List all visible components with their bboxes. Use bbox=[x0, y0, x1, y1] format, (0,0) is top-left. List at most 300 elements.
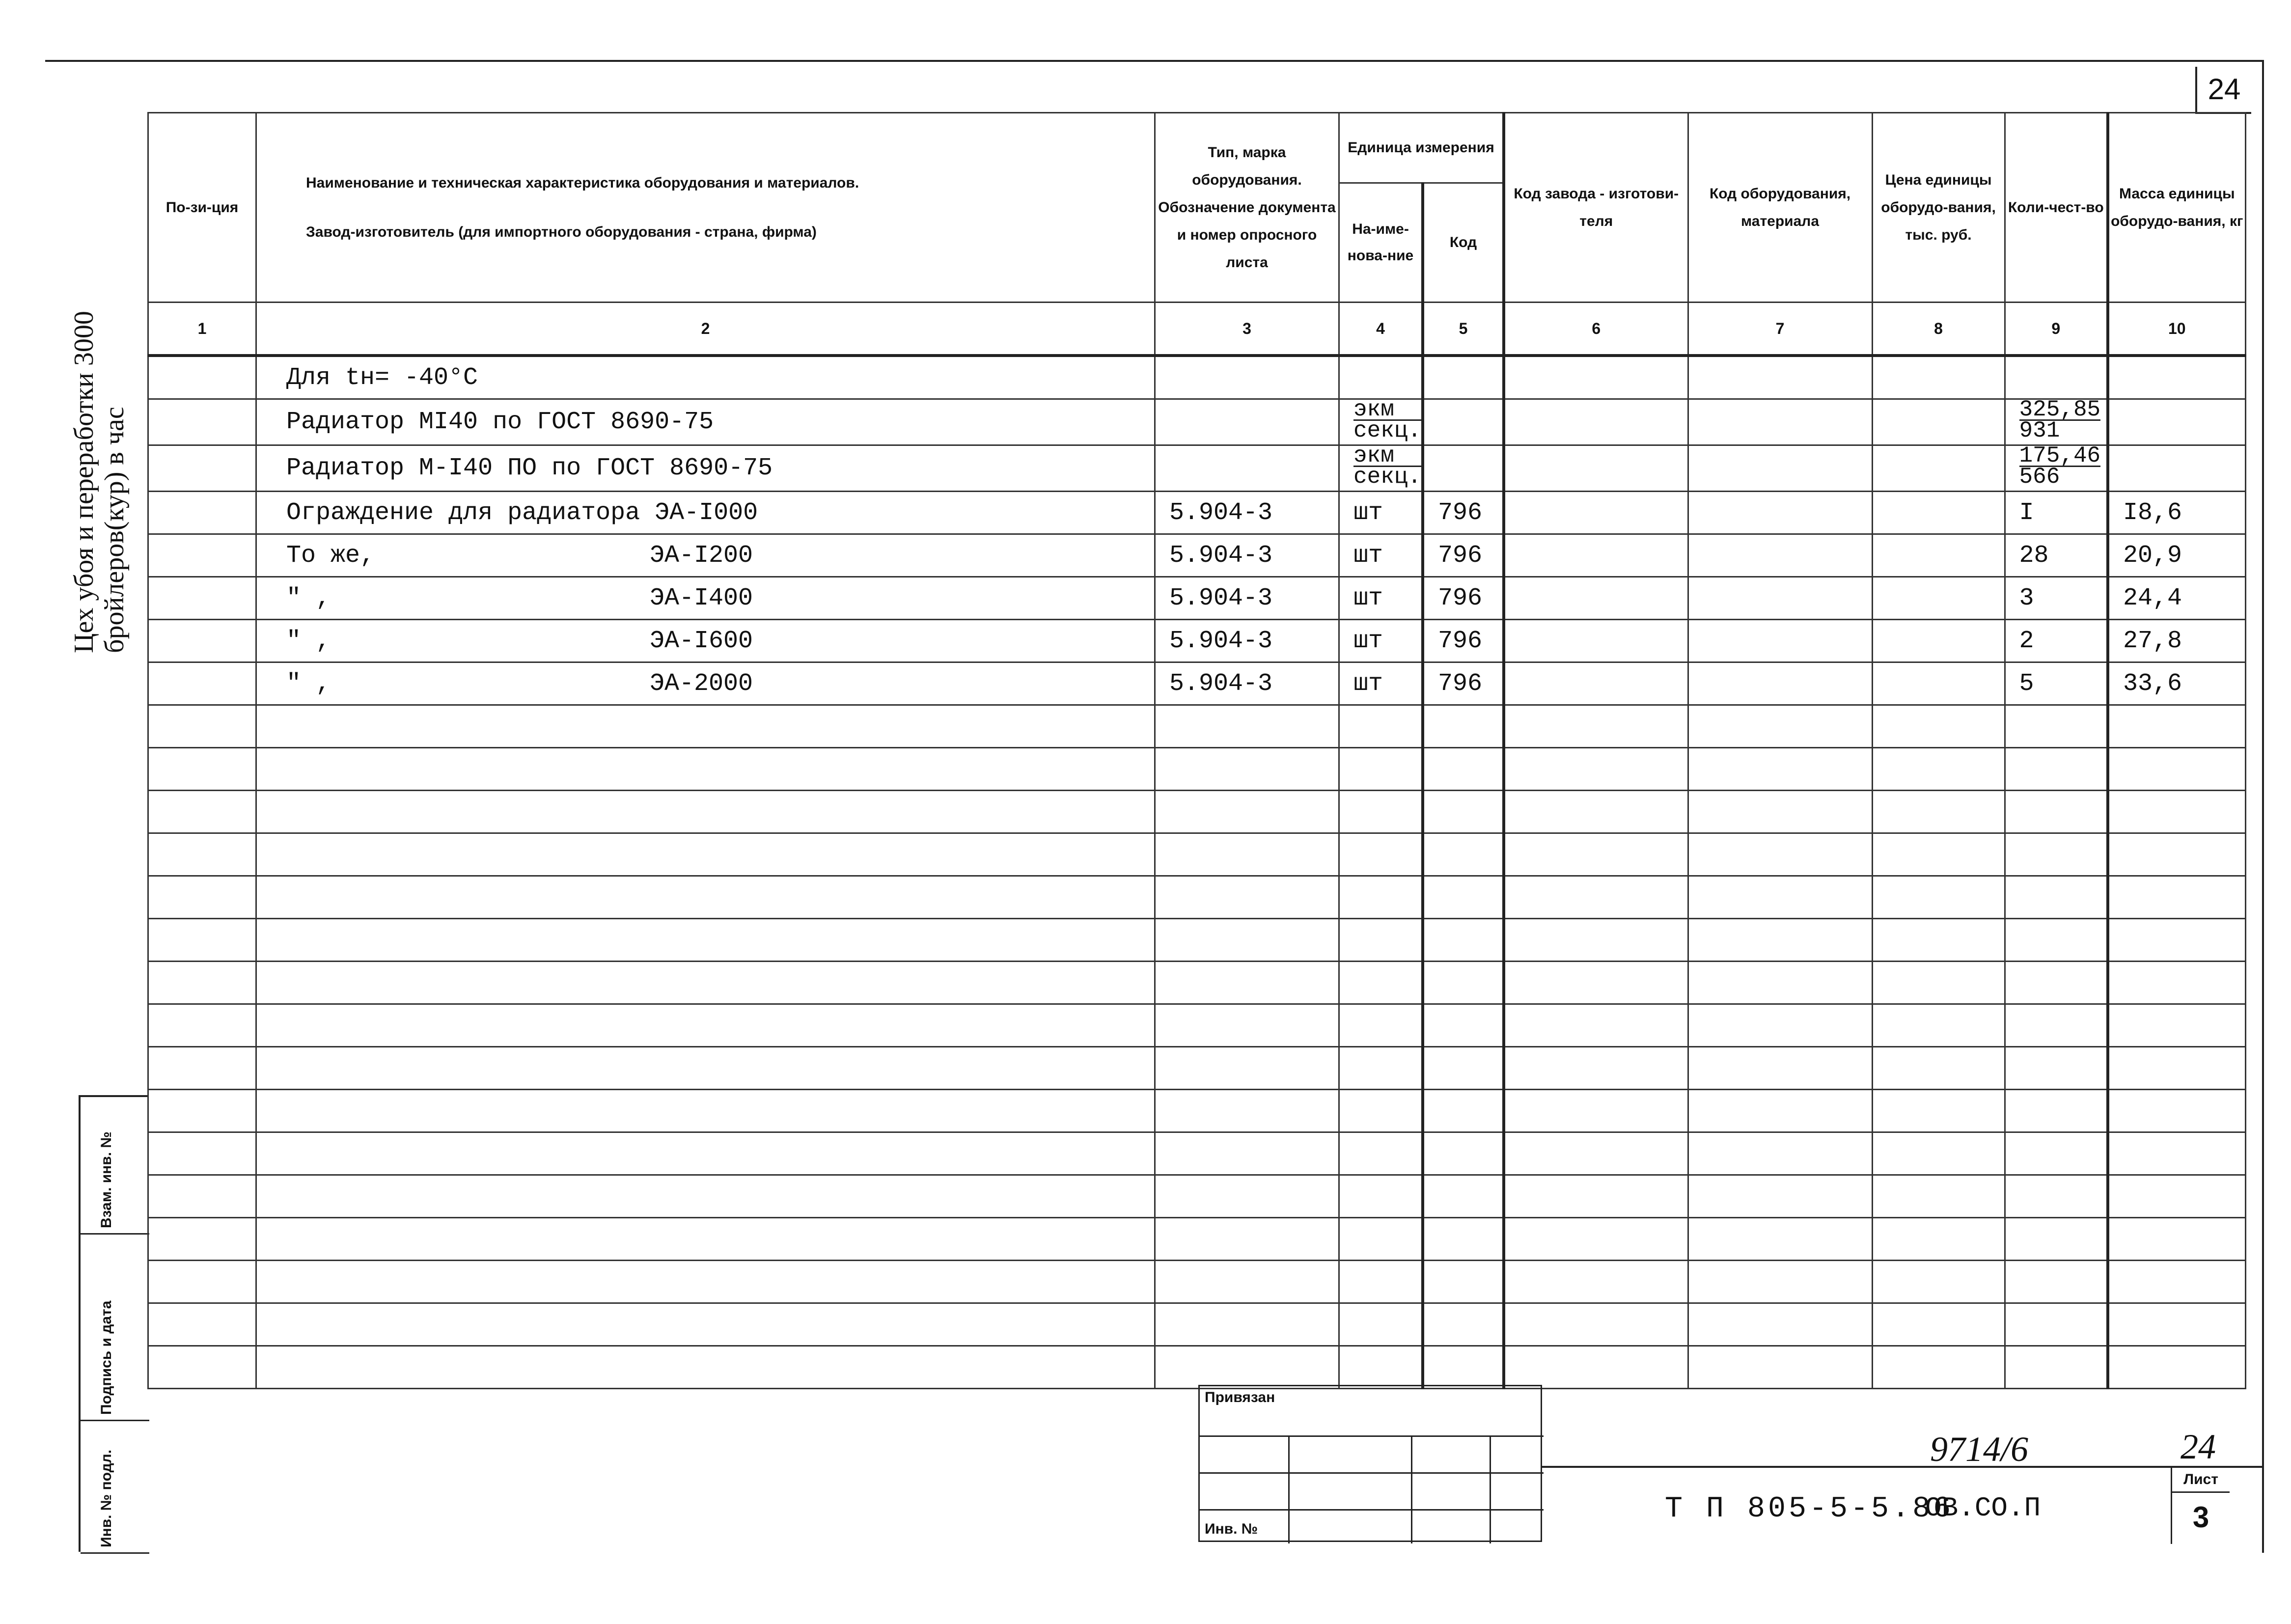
stamp-column bbox=[79, 1095, 147, 1552]
cell-position bbox=[148, 962, 256, 1004]
cell-unit bbox=[1339, 1218, 1423, 1261]
cell-unit-code bbox=[1423, 1303, 1504, 1346]
cell-quantity bbox=[2005, 833, 2108, 876]
cell-name bbox=[256, 1303, 1155, 1346]
cell-unit-code bbox=[1423, 1261, 1504, 1303]
cell-position bbox=[148, 620, 256, 662]
cell-quantity bbox=[2005, 445, 2108, 492]
cell-name bbox=[256, 1047, 1155, 1090]
cell-equipment-code bbox=[1688, 445, 1872, 492]
item-unit: шт bbox=[1353, 669, 1383, 698]
cell-quantity bbox=[2005, 919, 2108, 962]
cell-quantity bbox=[2005, 1132, 2108, 1175]
cell-quantity bbox=[2005, 705, 2108, 748]
cell-unit bbox=[1339, 1090, 1423, 1132]
cell-mass bbox=[2108, 919, 2245, 962]
cell-mass bbox=[2108, 1218, 2245, 1261]
cell-manufacturer-code bbox=[1504, 1218, 1688, 1261]
cell-unit-code bbox=[1423, 833, 1504, 876]
cell-quantity bbox=[2005, 1261, 2108, 1303]
cell-position bbox=[148, 662, 256, 705]
cell-price bbox=[1872, 1175, 2005, 1218]
cell-unit-code bbox=[1423, 356, 1504, 399]
colnum-10: 10 bbox=[2108, 303, 2245, 356]
cell-mass bbox=[2108, 1175, 2245, 1218]
cell-equipment-code bbox=[1688, 1047, 1872, 1090]
cell-type bbox=[1155, 791, 1339, 833]
cell-price bbox=[1872, 1218, 2005, 1261]
table-row bbox=[148, 748, 2246, 791]
cell-type bbox=[1155, 1047, 1339, 1090]
colnum-9: 9 bbox=[2005, 303, 2108, 356]
colnum-2: 2 bbox=[256, 303, 1155, 356]
data-rows bbox=[148, 356, 2246, 1389]
cell-quantity bbox=[2005, 577, 2108, 620]
table-row bbox=[148, 1175, 2246, 1218]
tied-divider bbox=[1200, 1435, 1544, 1437]
cell-unit-code bbox=[1423, 534, 1504, 577]
item-mass: I8,6 bbox=[2123, 498, 2182, 527]
cell-manufacturer-code bbox=[1504, 445, 1688, 492]
cell-type bbox=[1155, 492, 1339, 534]
item-unit: шт bbox=[1353, 498, 1383, 527]
cell-unit bbox=[1339, 399, 1423, 445]
cell-price bbox=[1872, 1132, 2005, 1175]
cell-mass bbox=[2108, 1004, 2245, 1047]
cell-unit-code bbox=[1423, 399, 1504, 445]
cell-manufacturer-code bbox=[1504, 662, 1688, 705]
cell-position bbox=[148, 577, 256, 620]
cell-mass bbox=[2108, 791, 2245, 833]
cell-type bbox=[1155, 445, 1339, 492]
cell-name bbox=[256, 919, 1155, 962]
cell-quantity bbox=[2005, 662, 2108, 705]
stamp-label: Инв. № подл. bbox=[98, 1449, 114, 1547]
cell-mass bbox=[2108, 1132, 2245, 1175]
cell-manufacturer-code bbox=[1504, 919, 1688, 962]
cell-type bbox=[1155, 1090, 1339, 1132]
cell-quantity bbox=[2005, 1047, 2108, 1090]
cell-position bbox=[148, 748, 256, 791]
cell-equipment-code bbox=[1688, 1090, 1872, 1132]
item-mark: ЭА-I600 bbox=[650, 627, 753, 655]
cell-unit bbox=[1339, 876, 1423, 919]
table-row bbox=[148, 833, 2246, 876]
cell-name bbox=[256, 534, 1155, 577]
stamp-label: Взам. инв. № bbox=[98, 1131, 114, 1228]
cell-position bbox=[148, 876, 256, 919]
table-row bbox=[148, 1218, 2246, 1261]
cell-manufacturer-code bbox=[1504, 705, 1688, 748]
cell-unit bbox=[1339, 620, 1423, 662]
table-row bbox=[148, 1346, 2246, 1389]
cell-mass bbox=[2108, 1261, 2245, 1303]
table-row bbox=[148, 620, 2246, 662]
item-mass: 33,6 bbox=[2123, 669, 2182, 698]
cell-name bbox=[256, 833, 1155, 876]
cell-position bbox=[148, 1004, 256, 1047]
cell-equipment-code bbox=[1688, 1132, 1872, 1175]
item-name: Радиатор МI40 по ГОСТ 8690-75 bbox=[286, 408, 714, 436]
cell-name bbox=[256, 445, 1155, 492]
cell-manufacturer-code bbox=[1504, 833, 1688, 876]
cell-equipment-code bbox=[1688, 1175, 1872, 1218]
header-price: Цена единицы оборудо-вания, тыс. руб. bbox=[1872, 113, 2005, 303]
item-type: 5.904-3 bbox=[1169, 498, 1273, 527]
cell-mass bbox=[2108, 399, 2245, 445]
table-row bbox=[148, 791, 2246, 833]
tied-block bbox=[1198, 1385, 1542, 1542]
unit-fraction-denominator: секц. bbox=[1353, 418, 1422, 443]
cell-unit bbox=[1339, 1004, 1423, 1047]
cell-equipment-code bbox=[1688, 492, 1872, 534]
cell-quantity bbox=[2005, 1303, 2108, 1346]
cell-unit bbox=[1339, 705, 1423, 748]
item-type: 5.904-3 bbox=[1169, 669, 1273, 698]
order-number: 9714/6 bbox=[1930, 1430, 2029, 1469]
cell-quantity bbox=[2005, 791, 2108, 833]
cell-type bbox=[1155, 1132, 1339, 1175]
cell-price bbox=[1872, 492, 2005, 534]
cell-position bbox=[148, 1047, 256, 1090]
unit-fraction bbox=[1353, 445, 1422, 490]
item-unit: шт bbox=[1353, 541, 1383, 570]
cell-unit bbox=[1339, 1303, 1423, 1346]
cell-position bbox=[148, 705, 256, 748]
cell-type bbox=[1155, 1346, 1339, 1389]
cell-unit bbox=[1339, 1346, 1423, 1389]
item-type: 5.904-3 bbox=[1169, 584, 1273, 612]
cell-equipment-code bbox=[1688, 399, 1872, 445]
cell-price bbox=[1872, 748, 2005, 791]
cell-price bbox=[1872, 1346, 2005, 1389]
cell-mass bbox=[2108, 962, 2245, 1004]
cell-unit-code bbox=[1423, 1218, 1504, 1261]
cell-manufacturer-code bbox=[1504, 356, 1688, 399]
cell-position bbox=[148, 356, 256, 399]
cell-unit-code bbox=[1423, 492, 1504, 534]
cell-price bbox=[1872, 919, 2005, 962]
tied-divider bbox=[1490, 1435, 1491, 1543]
cell-mass bbox=[2108, 492, 2245, 534]
cell-unit-code bbox=[1423, 919, 1504, 962]
cell-quantity bbox=[2005, 876, 2108, 919]
header-unit-name: На-име-нова-ние bbox=[1339, 183, 1423, 303]
cell-manufacturer-code bbox=[1504, 1090, 1688, 1132]
cell-quantity bbox=[2005, 620, 2108, 662]
cell-unit bbox=[1339, 748, 1423, 791]
cell-equipment-code bbox=[1688, 833, 1872, 876]
table-row bbox=[148, 399, 2246, 445]
quantity-fraction bbox=[2019, 445, 2101, 490]
cell-mass bbox=[2108, 1047, 2245, 1090]
cell-unit-code bbox=[1423, 620, 1504, 662]
cell-position bbox=[148, 1261, 256, 1303]
stamp-label: Подпись и дата bbox=[98, 1300, 114, 1415]
cell-unit bbox=[1339, 356, 1423, 399]
cell-mass bbox=[2108, 833, 2245, 876]
header-type: Тип, марка оборудования. Обозначение документа и номер опросного листа bbox=[1155, 113, 1339, 303]
cell-manufacturer-code bbox=[1504, 748, 1688, 791]
cell-price bbox=[1872, 1261, 2005, 1303]
cell-name bbox=[256, 1218, 1155, 1261]
cell-unit-code bbox=[1423, 1004, 1504, 1047]
item-unit-code: 796 bbox=[1438, 541, 1483, 570]
doc-code: ОВ.СО.П bbox=[1925, 1492, 2041, 1524]
header-unit-group: Единица измерения bbox=[1339, 113, 1504, 183]
cell-name bbox=[256, 1132, 1155, 1175]
cell-type bbox=[1155, 833, 1339, 876]
equipment-table bbox=[147, 112, 2246, 1389]
cell-unit bbox=[1339, 577, 1423, 620]
header-name bbox=[256, 113, 1155, 303]
table-row bbox=[148, 1261, 2246, 1303]
tied-divider bbox=[1288, 1435, 1290, 1543]
cell-quantity bbox=[2005, 492, 2108, 534]
cell-position bbox=[148, 1218, 256, 1261]
item-name: " , bbox=[286, 669, 331, 698]
item-mark: ЭА-2000 bbox=[650, 669, 753, 698]
cell-position bbox=[148, 1303, 256, 1346]
unit-fraction-numerator: экм bbox=[1353, 400, 1421, 421]
header-position: По-зи-ция bbox=[148, 113, 256, 303]
unit-fraction-denominator: секц. bbox=[1353, 464, 1422, 490]
cell-equipment-code bbox=[1688, 662, 1872, 705]
cell-unit-code bbox=[1423, 962, 1504, 1004]
cell-quantity bbox=[2005, 1090, 2108, 1132]
table-row bbox=[148, 1090, 2246, 1132]
cell-manufacturer-code bbox=[1504, 620, 1688, 662]
cell-name bbox=[256, 1004, 1155, 1047]
cell-equipment-code bbox=[1688, 356, 1872, 399]
cell-unit-code bbox=[1423, 1346, 1504, 1389]
cell-type bbox=[1155, 1004, 1339, 1047]
cell-manufacturer-code bbox=[1504, 1132, 1688, 1175]
cell-name bbox=[256, 662, 1155, 705]
cell-equipment-code bbox=[1688, 1261, 1872, 1303]
cell-name bbox=[256, 399, 1155, 445]
cell-mass bbox=[2108, 876, 2245, 919]
column-numbers-row bbox=[148, 303, 2246, 356]
cell-manufacturer-code bbox=[1504, 1047, 1688, 1090]
header-mass: Масса единицы оборудо-вания, кг bbox=[2108, 113, 2245, 303]
cell-name bbox=[256, 577, 1155, 620]
cell-price bbox=[1872, 791, 2005, 833]
item-type: 5.904-3 bbox=[1169, 541, 1273, 570]
stamp-cell-original-inv bbox=[81, 1421, 149, 1554]
cell-unit bbox=[1339, 833, 1423, 876]
cell-unit-code bbox=[1423, 1132, 1504, 1175]
item-unit-code: 796 bbox=[1438, 627, 1483, 655]
cell-price bbox=[1872, 534, 2005, 577]
cell-equipment-code bbox=[1688, 577, 1872, 620]
cell-mass bbox=[2108, 620, 2245, 662]
header-quantity: Коли-чест-во bbox=[2005, 113, 2108, 303]
cell-mass bbox=[2108, 705, 2245, 748]
cell-unit-code bbox=[1423, 876, 1504, 919]
cell-type bbox=[1155, 1218, 1339, 1261]
cell-position bbox=[148, 919, 256, 962]
cell-type bbox=[1155, 705, 1339, 748]
colnum-3: 3 bbox=[1155, 303, 1339, 356]
colnum-7: 7 bbox=[1688, 303, 1872, 356]
cell-price bbox=[1872, 833, 2005, 876]
stamp-cell-replaced-inv bbox=[81, 1097, 149, 1235]
item-unit-code: 796 bbox=[1438, 498, 1483, 527]
quantity-fraction-numerator: 325,85 bbox=[2019, 399, 2101, 422]
cell-mass bbox=[2108, 356, 2245, 399]
cell-manufacturer-code bbox=[1504, 1303, 1688, 1346]
cell-type bbox=[1155, 399, 1339, 445]
cell-equipment-code bbox=[1688, 962, 1872, 1004]
table-row bbox=[148, 1047, 2246, 1090]
header-name-line2: Завод-изготовитель (для импортного оборудования - страна, фирма) bbox=[306, 223, 817, 240]
table-row bbox=[148, 962, 2246, 1004]
cell-price bbox=[1872, 1090, 2005, 1132]
cell-type bbox=[1155, 1303, 1339, 1346]
item-name: Радиатор М-I40 ПО по ГОСТ 8690-75 bbox=[286, 454, 773, 482]
cell-name bbox=[256, 356, 1155, 399]
cell-equipment-code bbox=[1688, 791, 1872, 833]
cell-equipment-code bbox=[1688, 876, 1872, 919]
cell-mass bbox=[2108, 1346, 2245, 1389]
cell-position bbox=[148, 1175, 256, 1218]
cell-unit bbox=[1339, 791, 1423, 833]
header-manufacturer-code: Код завода - изготови-теля bbox=[1504, 113, 1688, 303]
cell-unit-code bbox=[1423, 577, 1504, 620]
cell-unit bbox=[1339, 962, 1423, 1004]
cell-manufacturer-code bbox=[1504, 1346, 1688, 1389]
cell-unit-code bbox=[1423, 748, 1504, 791]
item-mass: 20,9 bbox=[2123, 541, 2182, 570]
cell-manufacturer-code bbox=[1504, 962, 1688, 1004]
cell-price bbox=[1872, 445, 2005, 492]
cell-quantity bbox=[2005, 356, 2108, 399]
header-name-line1: Наименование и техническая характеристика оборудования и материалов. bbox=[306, 174, 859, 191]
cell-equipment-code bbox=[1688, 1303, 1872, 1346]
side-note: Цех убоя и переработки 3000 бройлеров(кур) в час bbox=[69, 311, 130, 653]
tied-divider bbox=[1200, 1472, 1544, 1474]
table-row bbox=[148, 1132, 2246, 1175]
item-name: То же, bbox=[286, 541, 375, 570]
cell-unit-code bbox=[1423, 1047, 1504, 1090]
item-quantity: 5 bbox=[2019, 669, 2034, 698]
cell-name bbox=[256, 1261, 1155, 1303]
cell-type bbox=[1155, 919, 1339, 962]
cell-unit-code bbox=[1423, 705, 1504, 748]
cell-equipment-code bbox=[1688, 919, 1872, 962]
quantity-fraction-denominator: 566 bbox=[2019, 464, 2060, 490]
cell-unit-code bbox=[1423, 1175, 1504, 1218]
cell-name bbox=[256, 791, 1155, 833]
cell-mass bbox=[2108, 748, 2245, 791]
cell-unit bbox=[1339, 662, 1423, 705]
cell-type bbox=[1155, 577, 1339, 620]
cell-type bbox=[1155, 876, 1339, 919]
cell-manufacturer-code bbox=[1504, 1261, 1688, 1303]
item-quantity: 2 bbox=[2019, 627, 2034, 655]
cell-unit bbox=[1339, 1132, 1423, 1175]
cell-manufacturer-code bbox=[1504, 577, 1688, 620]
cell-manufacturer-code bbox=[1504, 1004, 1688, 1047]
item-unit-code: 796 bbox=[1438, 669, 1483, 698]
cell-unit-code bbox=[1423, 662, 1504, 705]
cell-manufacturer-code bbox=[1504, 492, 1688, 534]
table-row bbox=[148, 445, 2246, 492]
cell-name bbox=[256, 1346, 1155, 1389]
cell-quantity bbox=[2005, 962, 2108, 1004]
tied-divider bbox=[1411, 1435, 1412, 1543]
tied-divider bbox=[1200, 1509, 1544, 1511]
cell-quantity bbox=[2005, 748, 2108, 791]
cell-price bbox=[1872, 620, 2005, 662]
item-mass: 24,4 bbox=[2123, 584, 2182, 612]
stamp-cell-signature bbox=[81, 1235, 149, 1421]
cell-unit-code bbox=[1423, 791, 1504, 833]
unit-fraction bbox=[1353, 399, 1422, 443]
cell-quantity bbox=[2005, 1175, 2108, 1218]
cell-quantity bbox=[2005, 399, 2108, 445]
item-quantity: 3 bbox=[2019, 584, 2034, 612]
cell-price bbox=[1872, 399, 2005, 445]
cell-position bbox=[148, 791, 256, 833]
cell-unit bbox=[1339, 919, 1423, 962]
cell-position bbox=[148, 1132, 256, 1175]
table-row bbox=[148, 876, 2246, 919]
colnum-5: 5 bbox=[1423, 303, 1504, 356]
table-row bbox=[148, 534, 2246, 577]
cell-equipment-code bbox=[1688, 1004, 1872, 1047]
item-name: Ограждение для радиатора ЭА-I000 bbox=[286, 498, 758, 527]
table-row bbox=[148, 577, 2246, 620]
cell-quantity bbox=[2005, 1004, 2108, 1047]
cell-unit-code bbox=[1423, 1090, 1504, 1132]
cell-name bbox=[256, 1090, 1155, 1132]
colnum-6: 6 bbox=[1504, 303, 1688, 356]
item-unit: шт bbox=[1353, 627, 1383, 655]
cell-price bbox=[1872, 356, 2005, 399]
cell-price bbox=[1872, 662, 2005, 705]
colnum-8: 8 bbox=[1872, 303, 2005, 356]
cell-type bbox=[1155, 662, 1339, 705]
item-mark: ЭА-I400 bbox=[650, 584, 753, 612]
cell-position bbox=[148, 534, 256, 577]
title-block bbox=[1542, 1466, 2264, 1542]
item-quantity: 28 bbox=[2019, 541, 2049, 570]
cell-equipment-code bbox=[1688, 1346, 1872, 1389]
cell-unit bbox=[1339, 492, 1423, 534]
designation: Т П 805-5-5.86 bbox=[1665, 1492, 1954, 1526]
quantity-fraction bbox=[2019, 399, 2101, 443]
cell-equipment-code bbox=[1688, 705, 1872, 748]
cell-unit bbox=[1339, 1175, 1423, 1218]
cell-manufacturer-code bbox=[1504, 399, 1688, 445]
cell-position bbox=[148, 445, 256, 492]
table-row bbox=[148, 356, 2246, 399]
sheet-number: 3 bbox=[2192, 1501, 2209, 1534]
cell-type bbox=[1155, 1261, 1339, 1303]
cell-price bbox=[1872, 577, 2005, 620]
cell-price bbox=[1872, 876, 2005, 919]
cell-manufacturer-code bbox=[1504, 791, 1688, 833]
table-row bbox=[148, 1303, 2246, 1346]
cell-equipment-code bbox=[1688, 620, 1872, 662]
cell-type bbox=[1155, 534, 1339, 577]
cell-unit bbox=[1339, 1047, 1423, 1090]
cell-manufacturer-code bbox=[1504, 1175, 1688, 1218]
cell-mass bbox=[2108, 445, 2245, 492]
header-row bbox=[148, 113, 2246, 183]
